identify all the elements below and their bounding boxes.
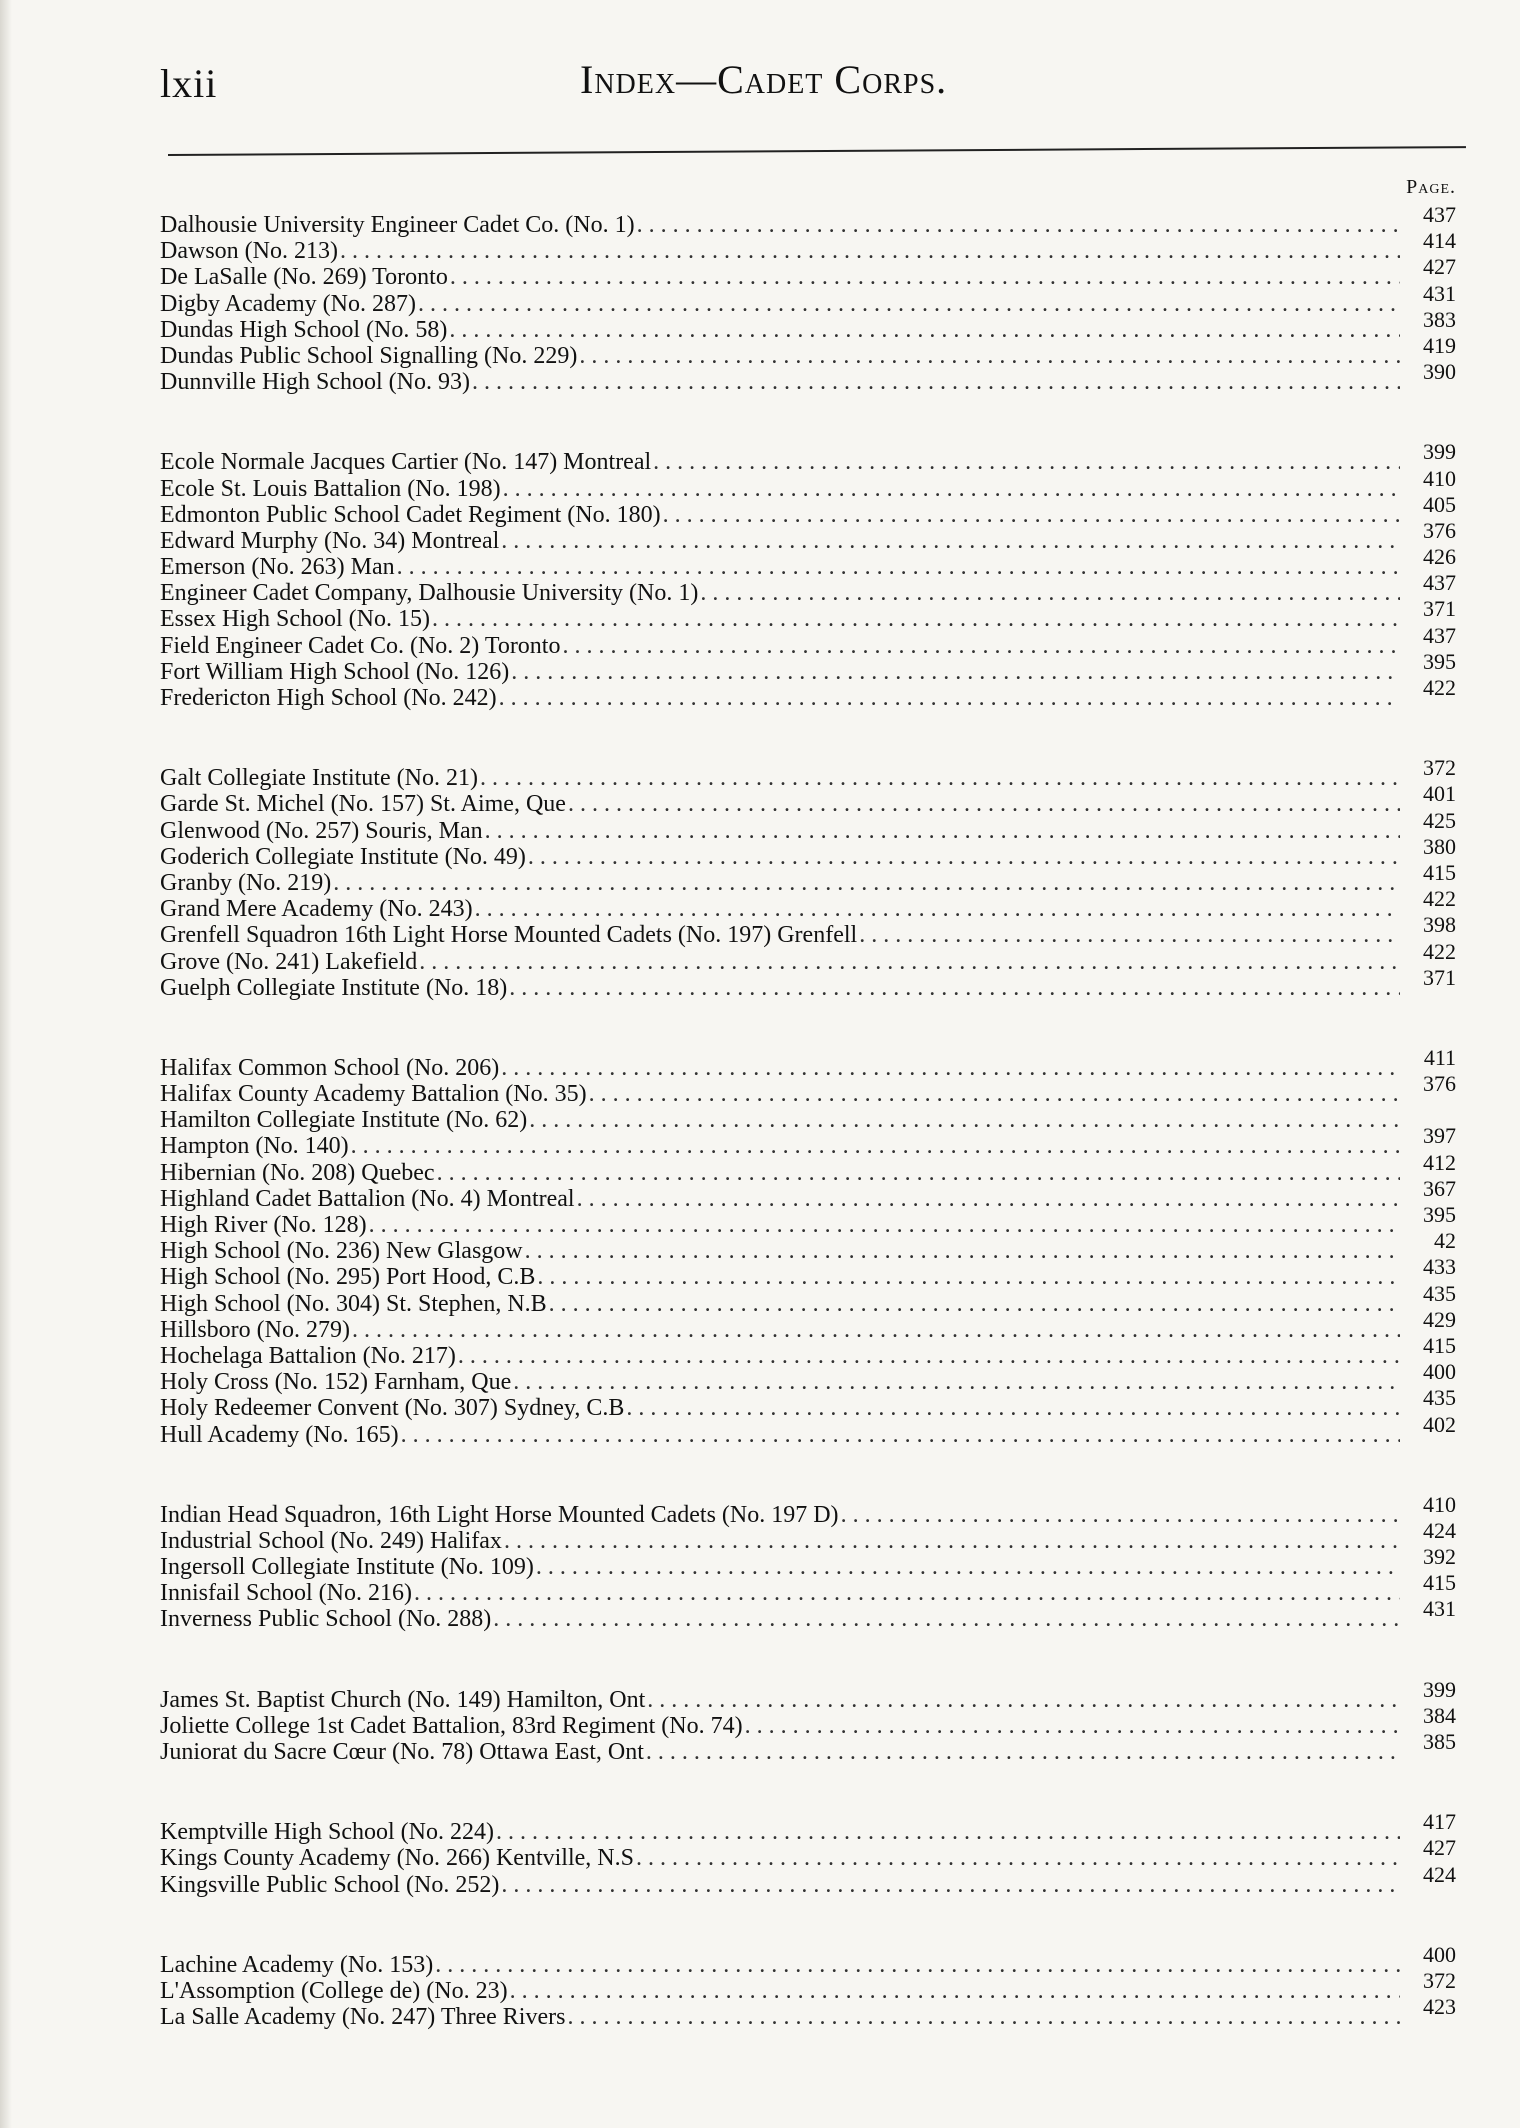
entry-name: Holy Redeemer Convent (No. 307) Sydney, C.B (160, 1395, 625, 1422)
dot-leader (485, 818, 1400, 844)
dot-leader (351, 1133, 1400, 1159)
dot-leader (401, 1422, 1400, 1448)
dot-leader (537, 1264, 1400, 1290)
entry-page-number: 437 (1423, 622, 1456, 648)
index-entry (160, 280, 1456, 317)
entry-page-number: 424 (1423, 1861, 1456, 1887)
dot-leader (369, 1212, 1400, 1238)
running-title: Index—Cadet Corps. (580, 57, 948, 102)
entry-page-number: 390 (1423, 359, 1456, 385)
entry-name: Hibernian (No. 208) Quebec (160, 1159, 435, 1186)
index-entry (160, 755, 1456, 792)
index-entry (160, 1332, 1456, 1369)
dot-leader (509, 975, 1400, 1001)
entry-name: Inverness Public School (No. 288) (160, 1606, 492, 1633)
entry-name: Highland Cadet Battalion (No. 4) Montreal (160, 1185, 575, 1212)
index-entry (160, 807, 1456, 844)
entry-page-number: 397 (1423, 1123, 1456, 1149)
dot-leader (397, 554, 1400, 580)
entry-name: Fort William High School (No. 126) (160, 658, 510, 685)
entry-page-number: 399 (1423, 439, 1456, 465)
index-entry (160, 1702, 1456, 1739)
index-entry (160, 332, 1456, 369)
dot-leader (418, 291, 1400, 317)
entry-name: Granby (No. 219) (160, 869, 332, 896)
entry-name: Dawson (No. 213) (160, 238, 338, 265)
entry-page-number: 372 (1423, 1967, 1456, 1993)
dot-leader (536, 1554, 1400, 1580)
entry-name: Galt Collegiate Institute (No. 21) (160, 765, 478, 792)
index-entry (160, 1149, 1456, 1186)
entry-page-number: 402 (1423, 1411, 1456, 1437)
header-rule (168, 146, 1466, 156)
entry-name: L'Assomption (College de) (No. 23) (160, 1977, 508, 2004)
index-entry (160, 1123, 1456, 1160)
entry-name: Hampton (No. 140) (160, 1133, 349, 1160)
entry-page-number: 423 (1423, 1994, 1456, 2020)
entry-name: Glenwood (No. 257) Souris, Man (160, 817, 483, 844)
index-entry (160, 833, 1456, 870)
entry-name: Guelph Collegiate Institute (No. 18) (160, 974, 508, 1001)
index-entry (160, 859, 1456, 896)
index-entry (160, 1596, 1456, 1633)
dot-leader (435, 1952, 1400, 1978)
dot-leader (501, 1872, 1400, 1898)
entry-page-number: 395 (1423, 1202, 1456, 1227)
dot-leader (637, 212, 1400, 238)
entry-name: Grenfell Squadron 16th Light Horse Mounted Cadets (No. 197) Grenfell (160, 922, 858, 949)
index-entry (160, 1570, 1456, 1607)
dot-leader (577, 1186, 1400, 1212)
dot-leader (700, 580, 1400, 606)
dot-leader (626, 1395, 1400, 1421)
dot-leader (414, 1580, 1400, 1606)
entry-name: Grove (No. 241) Lakefield (160, 948, 418, 975)
dot-leader (653, 449, 1400, 475)
dot-leader (745, 1713, 1400, 1739)
entry-page-number: 435 (1423, 1385, 1456, 1411)
entry-page-number: 437 (1423, 570, 1456, 596)
entry-name: Dundas Public School Signalling (No. 229) (160, 342, 578, 369)
dot-leader (475, 896, 1400, 922)
index-entry (160, 1071, 1456, 1108)
index-entry (160, 491, 1456, 528)
dot-leader (472, 369, 1400, 395)
index-group (160, 755, 1456, 1001)
entry-name: Engineer Cadet Company, Dalhousie University (No. 1) (160, 580, 699, 607)
index-entry (160, 465, 1456, 502)
entry-page-number: 412 (1423, 1149, 1456, 1175)
entry-name: La Salle Academy (No. 247) Three Rivers (160, 2004, 566, 2031)
entry-name: Halifax Common School (No. 206) (160, 1054, 500, 1081)
entry-page-number: 414 (1423, 228, 1456, 254)
entry-page-number: 401 (1423, 781, 1456, 807)
entry-name: Ingersoll Collegiate Institute (No. 109) (160, 1554, 534, 1581)
index-entry (160, 1729, 1456, 1765)
index-entry (160, 254, 1456, 291)
dot-leader (646, 1739, 1400, 1765)
entry-name: Halifax County Academy Battalion (No. 35) (160, 1081, 587, 1108)
entry-name: Fredericton High School (No. 242) (160, 685, 497, 711)
entry-name: Edward Murphy (No. 34) Montreal (160, 527, 500, 554)
index-entry (160, 1809, 1456, 1846)
entry-name: Juniorat du Sacre Cœur (No. 78) Ottawa East, Ont (160, 1739, 644, 1765)
entry-name: Garde St. Michel (No. 157) St. Aime, Que (160, 791, 566, 818)
index-group (160, 1491, 1456, 1633)
index-entry (160, 1544, 1456, 1581)
entry-page-number: 395 (1423, 648, 1456, 674)
entry-page-number: 392 (1423, 1544, 1456, 1570)
index-entry (160, 1967, 1456, 2004)
entry-page-number: 417 (1423, 1809, 1456, 1835)
entry-page-number: 431 (1423, 280, 1456, 306)
entry-page-number: 398 (1423, 912, 1456, 938)
index-entry (160, 1517, 1456, 1554)
index-entry (160, 1107, 1456, 1133)
dot-leader (579, 343, 1400, 369)
entry-name: Industrial School (No. 249) Halifax (160, 1527, 502, 1554)
entry-page-number: 400 (1423, 1359, 1456, 1385)
entry-name: Kemptville High School (No. 224) (160, 1819, 494, 1846)
index-entry (160, 1280, 1456, 1317)
index-entry (160, 1306, 1456, 1343)
dot-leader (504, 1528, 1400, 1554)
dot-leader (510, 1978, 1400, 2004)
entry-page-number: 410 (1423, 1491, 1456, 1517)
dot-leader (480, 765, 1400, 791)
index-entry (160, 544, 1456, 581)
index-group (160, 1941, 1456, 2031)
entry-name: Lachine Academy (No. 153) (160, 1951, 434, 1978)
dot-leader (449, 317, 1400, 343)
entry-name: Innisfail School (No. 216) (160, 1580, 412, 1607)
dot-leader (432, 606, 1400, 632)
entry-page-number: 415 (1423, 1570, 1456, 1596)
entry-name: Dalhousie University Engineer Cadet Co. (No. 1) (160, 212, 635, 238)
entry-name: Indian Head Squadron, 16th Light Horse Mounted Cadets (No. 197 D) (160, 1501, 839, 1528)
entry-name: Kingsville Public School (No. 252) (160, 1871, 500, 1898)
index-entry (160, 648, 1456, 685)
entry-name: Ecole Normale Jacques Cartier (No. 147) Montreal (160, 449, 652, 476)
index-entry (160, 202, 1456, 238)
dot-leader (525, 1238, 1400, 1264)
entry-name: De LaSalle (No. 269) Toronto (160, 264, 448, 291)
dot-leader (511, 659, 1400, 685)
dot-leader (419, 949, 1400, 975)
dot-leader (340, 238, 1400, 264)
dot-leader (513, 1369, 1400, 1395)
index-entry (160, 517, 1456, 554)
index-group (160, 1044, 1456, 1448)
entry-name: Goderich Collegiate Institute (No. 49) (160, 843, 526, 870)
entry-name: High School (No. 295) Port Hood, C.B (160, 1264, 536, 1291)
index-entry (160, 306, 1456, 343)
dot-leader (333, 870, 1400, 896)
index-entry (160, 1202, 1456, 1238)
index-entry (160, 1175, 1456, 1212)
entry-page-number: 435 (1423, 1280, 1456, 1306)
entry-page-number: 383 (1423, 306, 1456, 332)
entry-page-number: 429 (1423, 1306, 1456, 1332)
entry-name: James St. Baptist Church (No. 149) Hamilton, Ont (160, 1686, 646, 1713)
index-entry (160, 1359, 1456, 1396)
entry-page-number: 376 (1423, 1071, 1456, 1097)
page-column-heading: Page. (1406, 176, 1456, 198)
dot-leader (501, 528, 1400, 554)
entry-name: Emerson (No. 263) Man (160, 554, 395, 581)
entry-page-number: 437 (1423, 202, 1456, 227)
index-entry (160, 439, 1456, 476)
index-group (160, 1676, 1456, 1766)
index-entry (160, 1228, 1456, 1265)
index-entry (160, 1044, 1456, 1081)
dot-leader (567, 2004, 1400, 2030)
index-entry (160, 938, 1456, 975)
entry-page-number: 384 (1423, 1702, 1456, 1728)
index-entry (160, 964, 1456, 1001)
entry-name: Ecole St. Louis Battalion (No. 198) (160, 475, 501, 502)
dot-leader (647, 1687, 1400, 1713)
index-entry (160, 570, 1456, 607)
entry-page-number: 415 (1423, 859, 1456, 885)
dot-leader (549, 1291, 1400, 1317)
entry-page-number: 410 (1423, 465, 1456, 491)
dot-leader (663, 502, 1400, 528)
dot-leader (493, 1606, 1400, 1632)
index-entry (160, 622, 1456, 659)
entry-page-number: 422 (1423, 886, 1456, 912)
entry-page-number: 425 (1423, 807, 1456, 833)
index-entry (160, 1861, 1456, 1898)
entry-page-number: 371 (1423, 596, 1456, 622)
index-entry (160, 1835, 1456, 1872)
entry-name: High School (No. 236) New Glasgow (160, 1238, 523, 1265)
entry-page-number: 367 (1423, 1175, 1456, 1201)
dot-leader (859, 922, 1400, 948)
index-entry (160, 596, 1456, 633)
entry-name: High School (No. 304) St. Stephen, N.B (160, 1290, 547, 1317)
dot-leader (636, 1845, 1400, 1871)
entry-page-number: 385 (1423, 1729, 1456, 1754)
entry-page-number: 399 (1423, 1676, 1456, 1702)
entry-page-number: 419 (1423, 332, 1456, 358)
index-group (160, 1809, 1456, 1898)
entry-page-number: 424 (1423, 1517, 1456, 1543)
entry-page-number: 380 (1423, 833, 1456, 859)
entry-page-number: 371 (1423, 964, 1456, 990)
dot-leader (458, 1343, 1400, 1369)
entry-page-number: 422 (1423, 675, 1456, 700)
dot-leader (562, 633, 1400, 659)
entry-page-number: 427 (1423, 1835, 1456, 1861)
entry-name: Hamilton Collegiate Institute (No. 62) (160, 1107, 528, 1134)
index-entry (160, 912, 1456, 949)
index-entry (160, 1676, 1456, 1713)
index-entry (160, 228, 1456, 265)
entry-name: Grand Mere Academy (No. 243) (160, 896, 473, 923)
entry-name: Digby Academy (No. 287) (160, 290, 416, 317)
dot-leader (568, 791, 1400, 817)
index-entry (160, 886, 1456, 923)
dot-leader (529, 1107, 1400, 1133)
entry-page-number: 376 (1423, 517, 1456, 543)
entry-page-number: 372 (1423, 755, 1456, 781)
entry-page-number: 405 (1423, 491, 1456, 517)
index-entry (160, 1491, 1456, 1528)
index-entry (160, 1941, 1456, 1978)
entry-page-number: 431 (1423, 1596, 1456, 1622)
entry-name: Hochelaga Battalion (No. 217) (160, 1342, 456, 1369)
dot-leader (499, 685, 1400, 711)
dot-leader (437, 1160, 1400, 1186)
index-list (160, 202, 1456, 2084)
entry-page-number: 422 (1423, 938, 1456, 964)
entry-page-number: 426 (1423, 544, 1456, 570)
entry-page-number: 427 (1423, 254, 1456, 280)
entry-name: Hull Academy (No. 165) (160, 1421, 399, 1448)
page-header (0, 52, 1520, 112)
entry-page-number: 42 (1434, 1228, 1456, 1254)
entry-page-number: 411 (1423, 1044, 1456, 1070)
index-group (160, 439, 1456, 711)
entry-page-number: 400 (1423, 1941, 1456, 1967)
index-entry (160, 1385, 1456, 1422)
entry-page-number: 415 (1423, 1332, 1456, 1358)
index-group (160, 202, 1456, 396)
index-entry (160, 359, 1456, 396)
entry-name: Edmonton Public School Cadet Regiment (No. 180) (160, 501, 661, 528)
dot-leader (528, 844, 1400, 870)
entry-name: Dunnville High School (No. 93) (160, 369, 470, 396)
entry-name: Field Engineer Cadet Co. (No. 2) Toronto (160, 632, 561, 659)
page-edge (0, 0, 12, 2128)
page-number: lxii (160, 61, 218, 106)
dot-leader (503, 476, 1400, 502)
entry-name: High River (No. 128) (160, 1212, 367, 1238)
index-entry (160, 1254, 1456, 1291)
index-entry (160, 781, 1456, 818)
index-entry (160, 1994, 1456, 2031)
dot-leader (352, 1317, 1400, 1343)
entry-name: Kings County Academy (No. 266) Kentville, N.S (160, 1845, 634, 1872)
dot-leader (496, 1819, 1400, 1845)
entry-name: Essex High School (No. 15) (160, 606, 430, 633)
dot-leader (841, 1502, 1400, 1528)
entry-page-number: 433 (1423, 1254, 1456, 1280)
entry-name: Holy Cross (No. 152) Farnham, Que (160, 1369, 512, 1396)
dot-leader (501, 1055, 1400, 1081)
index-entry (160, 675, 1456, 711)
entry-name: Joliette College 1st Cadet Battalion, 83rd Regiment (No. 74) (160, 1712, 743, 1739)
entry-name: Hillsboro (No. 279) (160, 1316, 350, 1343)
index-entry (160, 1411, 1456, 1448)
dot-leader (450, 264, 1400, 290)
dot-leader (589, 1081, 1400, 1107)
entry-name: Dundas High School (No. 58) (160, 316, 448, 343)
